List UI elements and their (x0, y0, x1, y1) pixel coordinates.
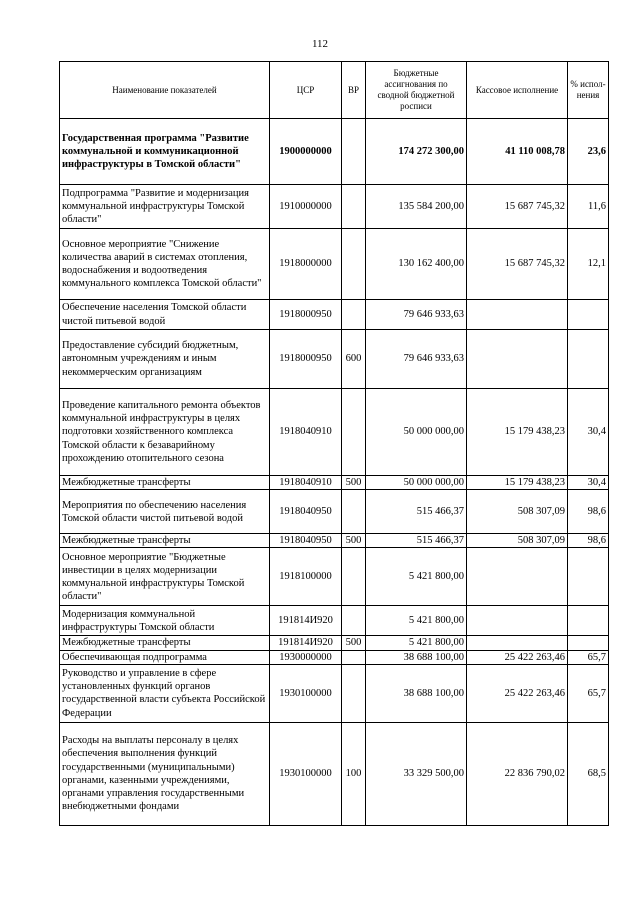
row-percent: 65,7 (568, 650, 609, 664)
row-cash: 508 307,09 (467, 534, 568, 548)
row-name: Основное мероприятие "Бюджетные инвестиции в целях модернизации коммунальной инфраструктуры Томской области" (60, 548, 270, 606)
row-vr: 500 (342, 476, 366, 490)
row-vr (342, 490, 366, 534)
row-vr (342, 606, 366, 636)
row-assignations: 135 584 200,00 (366, 185, 467, 229)
row-csr: 1918040910 (270, 476, 342, 490)
row-assignations: 79 646 933,63 (366, 330, 467, 389)
table-header-row (60, 62, 609, 119)
row-csr: 1930100000 (270, 722, 342, 825)
row-assignations: 33 329 500,00 (366, 722, 467, 825)
table-row (60, 636, 609, 650)
row-percent: 98,6 (568, 534, 609, 548)
row-vr (342, 548, 366, 606)
table-row (60, 490, 609, 534)
row-csr: 1918040910 (270, 389, 342, 476)
table-row (60, 185, 609, 229)
header-assignations: Бюджетные ассигнования по сводной бюджетной росписи (366, 62, 467, 119)
table-row (60, 534, 609, 548)
row-assignations: 79 646 933,63 (366, 300, 467, 330)
row-csr: 1918040950 (270, 534, 342, 548)
table-row (60, 300, 609, 330)
row-csr: 1918040950 (270, 490, 342, 534)
table-row (60, 722, 609, 825)
row-csr: 1930100000 (270, 664, 342, 722)
row-assignations: 50 000 000,00 (366, 389, 467, 476)
row-percent (568, 330, 609, 389)
row-vr: 600 (342, 330, 366, 389)
row-name: Межбюджетные трансферты (60, 534, 270, 548)
row-assignations: 50 000 000,00 (366, 476, 467, 490)
row-assignations: 38 688 100,00 (366, 650, 467, 664)
row-name: Основное мероприятие "Снижение количества аварий в системах отопления, водоснабжения и водоотведения коммунального комплекса Томской области" (60, 229, 270, 300)
row-vr (342, 185, 366, 229)
row-csr: 1918100000 (270, 548, 342, 606)
row-vr (342, 119, 366, 185)
table-row (60, 119, 609, 185)
row-cash: 25 422 263,46 (467, 650, 568, 664)
row-cash: 15 687 745,32 (467, 185, 568, 229)
row-name: Расходы на выплаты персоналу в целях обеспечения выполнения функций государственными (муниципальными) органами, казенными учреждениями, органами управления государственными внебюджетными фондами (60, 722, 270, 825)
header-percent: % испол-нения (568, 62, 609, 119)
row-cash (467, 300, 568, 330)
row-name: Государственная программа "Развитие коммунальной и коммуникационной инфраструктуры в Томской области" (60, 119, 270, 185)
row-assignations: 130 162 400,00 (366, 229, 467, 300)
row-name: Обеспечение населения Томской области чистой питьевой водой (60, 300, 270, 330)
row-name: Модернизация коммунальной инфраструктуры Томской области (60, 606, 270, 636)
row-cash: 41 110 008,78 (467, 119, 568, 185)
row-csr: 1918000950 (270, 330, 342, 389)
table-row (60, 330, 609, 389)
row-percent: 12,1 (568, 229, 609, 300)
row-name: Руководство и управление в сфере установленных функций органов государственной власти субъекта Российской Федерации (60, 664, 270, 722)
header-csr: ЦСР (270, 62, 342, 119)
row-cash: 22 836 790,02 (467, 722, 568, 825)
budget-execution-table (59, 61, 609, 826)
row-assignations: 38 688 100,00 (366, 664, 467, 722)
row-assignations: 5 421 800,00 (366, 606, 467, 636)
row-cash (467, 636, 568, 650)
row-cash: 15 687 745,32 (467, 229, 568, 300)
header-cash-execution: Кассовое исполнение (467, 62, 568, 119)
row-vr: 100 (342, 722, 366, 825)
row-percent: 23,6 (568, 119, 609, 185)
row-cash (467, 330, 568, 389)
row-cash (467, 548, 568, 606)
row-assignations: 174 272 300,00 (366, 119, 467, 185)
header-vr: ВР (342, 62, 366, 119)
table-row (60, 664, 609, 722)
row-cash (467, 606, 568, 636)
row-percent (568, 548, 609, 606)
row-cash: 15 179 438,23 (467, 389, 568, 476)
row-percent: 30,4 (568, 389, 609, 476)
table-row (60, 650, 609, 664)
row-vr: 500 (342, 534, 366, 548)
row-csr: 191814И920 (270, 606, 342, 636)
row-cash: 508 307,09 (467, 490, 568, 534)
row-percent: 68,5 (568, 722, 609, 825)
row-percent (568, 606, 609, 636)
row-assignations: 515 466,37 (366, 490, 467, 534)
row-vr (342, 300, 366, 330)
table-row (60, 389, 609, 476)
row-vr (342, 650, 366, 664)
row-assignations: 515 466,37 (366, 534, 467, 548)
row-name: Подпрограмма "Развитие и модернизация коммунальной инфраструктуры Томской области" (60, 185, 270, 229)
row-percent: 65,7 (568, 664, 609, 722)
table-row (60, 606, 609, 636)
table-row (60, 548, 609, 606)
row-csr: 1918000950 (270, 300, 342, 330)
row-csr: 1910000000 (270, 185, 342, 229)
row-vr: 500 (342, 636, 366, 650)
table-row (60, 476, 609, 490)
row-vr (342, 664, 366, 722)
row-name: Межбюджетные трансферты (60, 636, 270, 650)
header-name: Наименование показателей (60, 62, 270, 119)
row-percent: 11,6 (568, 185, 609, 229)
row-cash: 25 422 263,46 (467, 664, 568, 722)
row-name: Мероприятия по обеспечению населения Томской области чистой питьевой водой (60, 490, 270, 534)
row-cash: 15 179 438,23 (467, 476, 568, 490)
row-csr: 1930000000 (270, 650, 342, 664)
row-name: Проведение капитального ремонта объектов коммунальной инфраструктуры в целях подготовки хозяйственного комплекса Томской области к безаварийному прохождению отопительного сезона (60, 389, 270, 476)
row-name: Обеспечивающая подпрограмма (60, 650, 270, 664)
table-row (60, 229, 609, 300)
row-assignations: 5 421 800,00 (366, 548, 467, 606)
page-number: 112 (311, 38, 329, 50)
row-csr: 1918000000 (270, 229, 342, 300)
row-percent: 30,4 (568, 476, 609, 490)
row-assignations: 5 421 800,00 (366, 636, 467, 650)
row-name: Предоставление субсидий бюджетным, автономным учреждениям и иным некоммерческим организациям (60, 330, 270, 389)
row-percent (568, 636, 609, 650)
row-csr: 1900000000 (270, 119, 342, 185)
row-percent (568, 300, 609, 330)
row-csr: 191814И920 (270, 636, 342, 650)
row-name: Межбюджетные трансферты (60, 476, 270, 490)
row-vr (342, 229, 366, 300)
row-percent: 98,6 (568, 490, 609, 534)
row-vr (342, 389, 366, 476)
